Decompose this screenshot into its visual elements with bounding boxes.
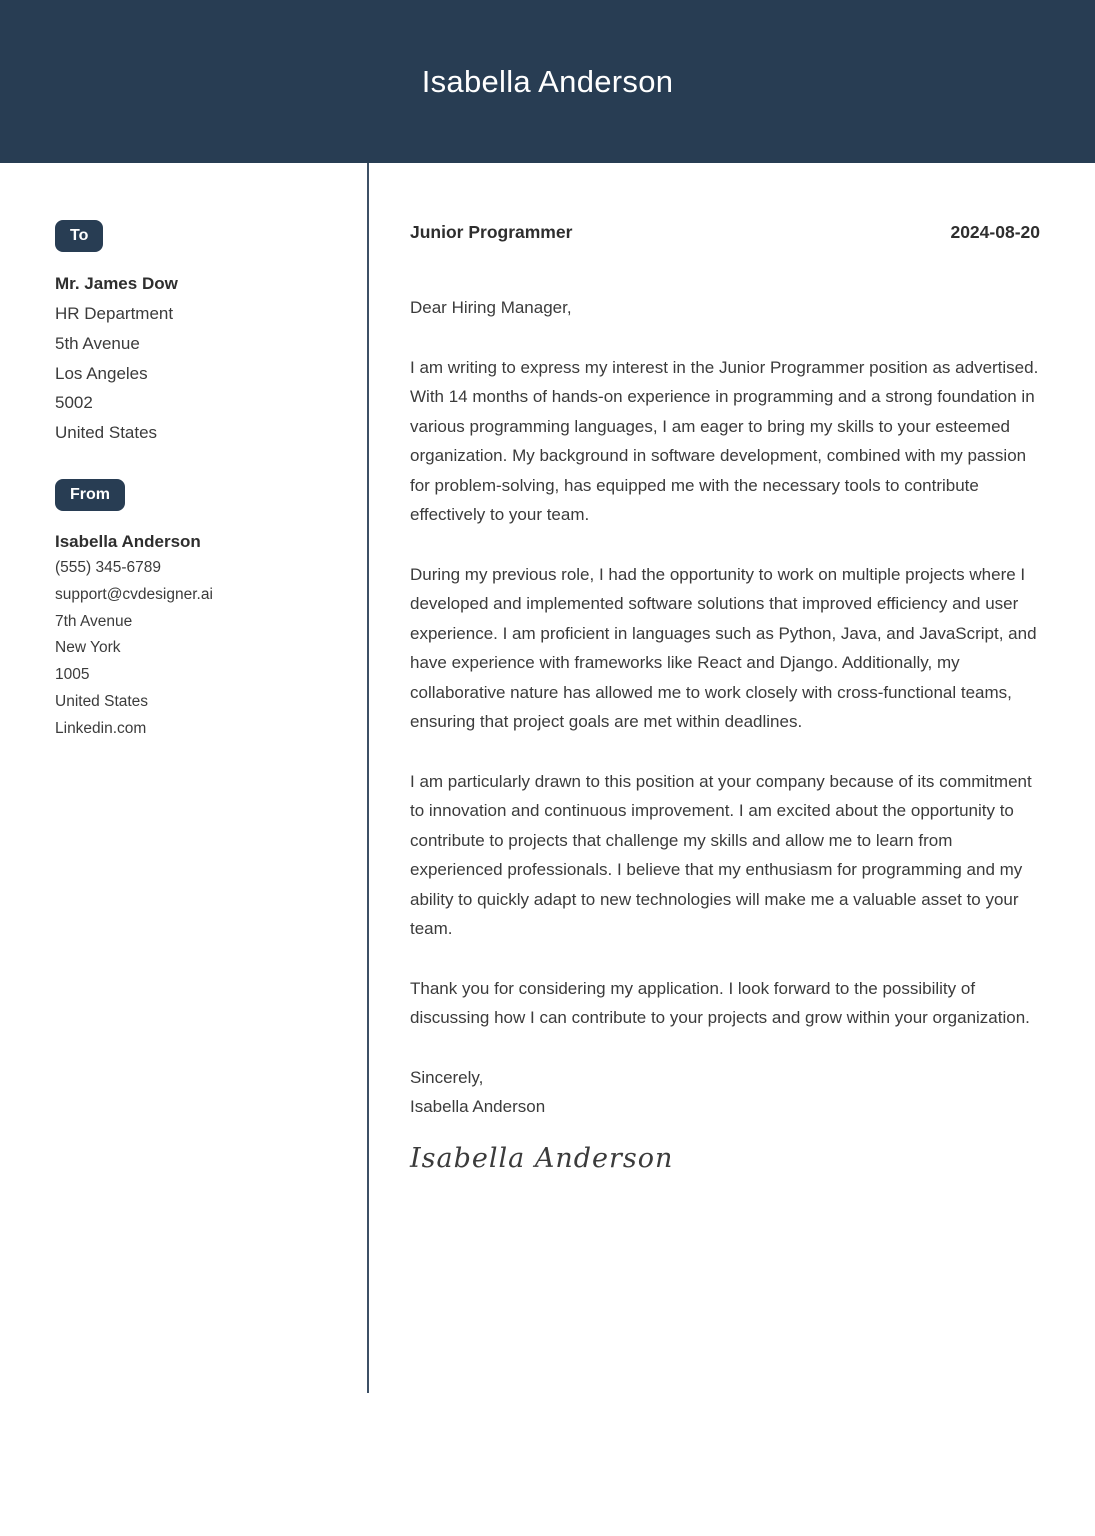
sender-country: United States	[55, 692, 149, 710]
sender-linkedin: Linkedin.com	[55, 719, 147, 737]
signature-script: Isabella Anderson	[410, 1142, 674, 1174]
sender-postcode: 1005	[55, 666, 90, 684]
sender-email: support@cvdesigner.ai	[55, 585, 213, 603]
content-area	[0, 163, 1095, 1536]
page-title: Isabella Anderson	[421, 63, 674, 99]
from-badge: From	[55, 479, 125, 511]
sender-phone: (555) 345-6789	[55, 558, 161, 576]
paragraph-experience: During my previous role, I had the opportunity to work on multiple projects where I developed and implemented software solutions that improved efficiency and user experience. I am proficient in languages such as Python, Java, and JavaScript, and have experience with frameworks like React and Django. Additionally, my collaborative nature has allowed me to work closely with cross-functional teams, ensuring that project goals are met within deadlines.	[410, 564, 1037, 731]
letter-body	[369, 163, 1095, 1536]
letter-date: 2024-08-20	[950, 222, 1040, 242]
job-title: Junior Programmer	[410, 222, 573, 242]
recipient-street: 5th Avenue	[55, 333, 140, 353]
to-badge: To	[55, 220, 103, 252]
sender-street: 7th Avenue	[55, 612, 133, 630]
paragraph-thanks: Thank you for considering my application. I look forward to the possibility of discussing how I can contribute to your projects and grow within your organization.	[410, 978, 1030, 1027]
recipient-country: United States	[55, 423, 158, 443]
sender-city: New York	[55, 639, 121, 657]
recipient-postcode: 5002	[55, 393, 93, 413]
sidebar	[0, 163, 367, 1536]
signer-name: Isabella Anderson	[410, 1097, 546, 1116]
paragraph-intro: I am writing to express my interest in the Junior Programmer position as advertised. With 14 months of hands-on experience in programming and a strong foundation in various programming languages, I am eager to bring my skills to your esteemed organization. My background in software development, combined with my passion for problem-solving, has equipped me with the necessary tools to contribute effectively to your team.	[410, 357, 1039, 524]
salutation: Dear Hiring Manager,	[410, 298, 572, 317]
header-banner	[0, 0, 1095, 163]
closing-block	[410, 1063, 1040, 1122]
closing-phrase: Sincerely,	[410, 1067, 484, 1087]
recipient-city: Los Angeles	[55, 363, 148, 383]
recipient-name: Mr. James Dow	[55, 274, 178, 293]
recipient-department: HR Department	[55, 304, 174, 323]
paragraph-motivation: I am particularly drawn to this position at your company because of its commitment to innovation and continuous improvement. I am excited about the opportunity to contribute to projects that challenge my skills and allow me to learn from experienced professionals. I believe that my enthusiasm for programming and my ability to quickly adapt to new technologies will make me a valuable asset to your team.	[410, 771, 1032, 938]
letter-title-row	[410, 220, 1040, 244]
sender-name: Isabella Anderson	[55, 531, 201, 551]
